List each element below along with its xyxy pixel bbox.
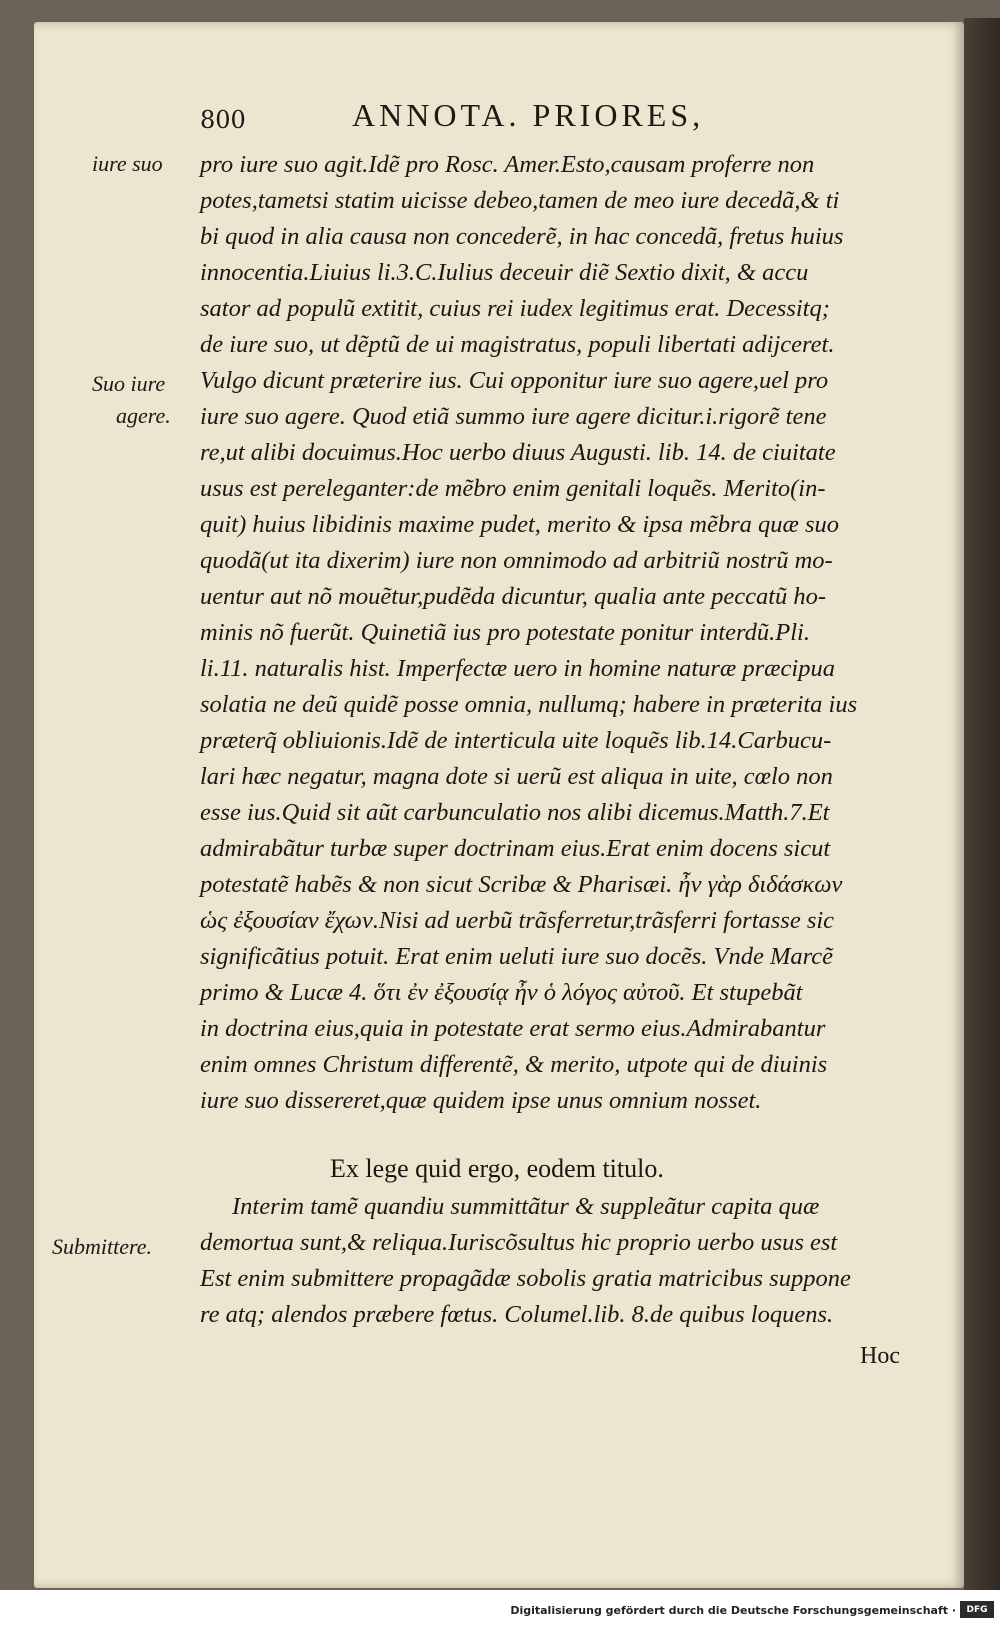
text-line: potes,tametsi statim uicisse debeo,tamen de meo iure decedã,& ti: [200, 187, 840, 214]
text-line: enim omnes Christum differentẽ, & merito, utpote qui de diuinis: [200, 1051, 828, 1078]
text-line: solatia ne deũ quidẽ posse omnia, nullumq; habere in prӕterita ius: [200, 691, 858, 718]
text-line: primo & Lucӕ 4. ὅτι ἐν ἐξουσίᾳ ἦν ὁ λόγος αὐτοῦ. Et stupebãt: [200, 979, 803, 1006]
text-line: esse ius.Quid sit aũt carbunculatio nos alibi dicemus.Matth.7.Et: [200, 799, 830, 826]
text-line: pro iure suo agit.Idẽ pro Rosc. Amer.Esto,causam proferre non: [200, 151, 815, 178]
text-line: admirabãtur turbӕ super doctrinam eius.Erat enim docens sicut: [200, 835, 831, 862]
catchword: Hoc: [860, 1343, 900, 1369]
text-line: uentur aut nõ mouẽtur,pudẽda dicuntur, qualia ante peccatũ ho-: [200, 583, 827, 610]
text-line: re atq; alendos prӕbere fœtus. Columel.lib. 8.de quibus loquens.: [200, 1301, 834, 1328]
page-number: 800: [200, 106, 246, 134]
text-line: iure suo dissereret,quӕ quidem ipse unus omnium nosset.: [200, 1087, 762, 1114]
text-line: usus est pereleganter:de mẽbro enim genitali loquẽs. Merito(in-: [200, 475, 826, 502]
margin-note-agere: agere.: [116, 403, 171, 428]
section-heading: Ex lege quid ergo, eodem titulo.: [330, 1154, 664, 1183]
text-line: prӕterq̃ obliuionis.Idẽ de interticula uite loquẽs lib.14.Carbucu-: [200, 727, 832, 754]
text-line: sator ad populũ extitit, cuius rei iudex legitimus erat. Decessitq;: [200, 295, 830, 322]
margin-note-iure-suo: iure suo: [92, 151, 163, 176]
text-line: Interim tamẽ quandiu summittãtur & suppleãtur capita quӕ: [232, 1193, 820, 1220]
text-line: lari hӕc negatur, magna dote si uerũ est aliqua in uite, cœlo non: [200, 763, 833, 790]
text-line: in doctrina eius,quia in potestate erat sermo eius.Admirabantur: [200, 1015, 826, 1042]
text-line: Vulgo dicunt prӕterire ius. Cui opponitur iure suo agere,uel pro: [200, 367, 829, 394]
text-line: innocentia.Liuius li.3.C.Iulius deceuir diẽ Sextio dixit, & accu: [200, 259, 809, 286]
text-line: de iure suo, ut dẽptũ de ui magistratus, populi libertati adijceret.: [200, 331, 835, 358]
text-line: iure suo agere. Quod etiã summo iure agere dicitur.i.rigorẽ tene: [200, 403, 827, 430]
funding-notice: Digitalisierung gefördert durch die Deutsche Forschungsgemeinschaft ·: [510, 1604, 956, 1617]
margin-note-suo-iure: Suo iure: [92, 371, 166, 396]
text-line: potestatẽ habẽs & non sicut Scribӕ & Pharisӕi. ἦν γὰρ διδάσκων: [200, 871, 843, 898]
text-line: minis nõ fuerũt. Quinetiã ius pro potestate ponitur interdũ.Pli.: [200, 619, 810, 646]
text-line: bi quod in alia causa non concederẽ, in hac concedã, fretus huius: [200, 223, 844, 250]
text-line: re,ut alibi docuimus.Hoc uerbo diuus Augusti. lib. 14. de ciuitate: [200, 439, 836, 466]
text-line: ὡς ἐξουσίαν ἔχων.Nisi ad uerbũ trãsferretur,trãsferri fortasse sic: [200, 907, 835, 934]
text-line: quit) huius libidinis maxime pudet, merito & ipsa mẽbra quӕ suo: [200, 511, 840, 538]
text-line: li.11. naturalis hist. Imperfectӕ uero in homine naturӕ prӕcipua: [200, 655, 835, 682]
book-spine: [964, 18, 1000, 1592]
text-line: quodã(ut ita dixerim) iure non omnimodo ad arbitriũ nostrũ mo-: [200, 547, 833, 574]
text-line: significãtius potuit. Erat enim ueluti iure suo docẽs. Vnde Marcẽ: [200, 943, 834, 970]
dfg-logo: DFG: [960, 1601, 994, 1618]
running-title: ANNOTA. PRIORES,: [352, 97, 705, 133]
text-line: demortua sunt,& reliqua.Iuriscõsultus hic proprio uerbo usus est: [200, 1229, 838, 1256]
text-line: Est enim submittere propagãdӕ sobolis gratia matricibus suppone: [200, 1265, 851, 1292]
margin-note-submittere: Submittere.: [52, 1234, 152, 1259]
